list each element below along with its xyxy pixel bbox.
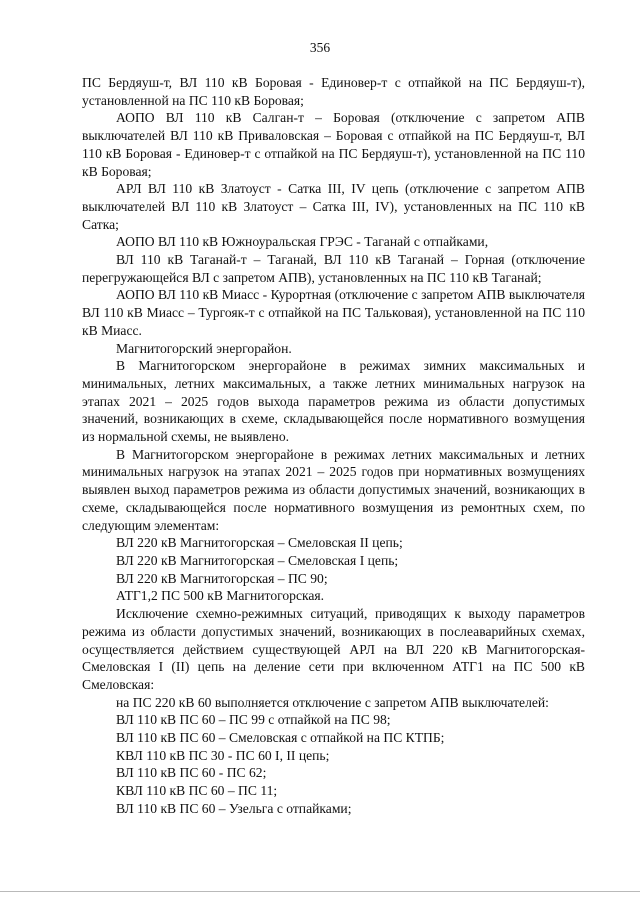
paragraph: В Магнитогорском энергорайоне в режимах зимних максимальных и минимальных, летних максимальных, а также летних минимальных нагрузок на этапах 2021 – 2025 годов выхода параметров режима из области допустимых значений, возникающих в схеме, складывающейся после нормативного возмущения из нормальной схемы, не выявлено. <box>82 358 585 445</box>
list-item: АТГ1,2 ПС 500 кВ Магнитогорская. <box>116 588 325 604</box>
paragraph: на ПС 220 кВ 60 выполняется отключение с запретом АПВ выключателей: <box>116 694 549 710</box>
paragraph: АРЛ ВЛ 110 кВ Златоуст - Сатка III, IV цепь (отключение с запретом АПВ выключателей ВЛ 110 кВ Златоуст – Сатка III, IV), установленных на ПС 110 кВ Сатка; <box>82 181 585 232</box>
list-item: ВЛ 110 кВ ПС 60 - ПС 62; <box>116 765 267 781</box>
list-item: КВЛ 110 кВ ПС 60 – ПС 11; <box>116 783 278 799</box>
paragraph: ПС Бердяуш-т, ВЛ 110 кВ Боровая - Единовер-т с отпайкой на ПС Бердяуш-т), установленной на ПС 110 кВ Боровая; <box>82 75 585 108</box>
page-number: 356 <box>309 40 331 55</box>
list-item: ВЛ 220 кВ Магнитогорская – ПС 90; <box>116 570 328 586</box>
list-item: ВЛ 110 кВ ПС 60 – Смеловская с отпайкой на ПС КТПБ; <box>116 730 445 746</box>
paragraph: ВЛ 110 кВ Таганай-т – Таганай, ВЛ 110 кВ Таганай – Горная (отключение перегружающейся ВЛ с запретом АПВ), установленных на ПС 110 кВ Таганай; <box>82 252 585 285</box>
paragraph: В Магнитогорском энергорайоне в режимах летних максимальных и летних минимальных нагрузок на этапах 2021 – 2025 годов при нормативных возмущениях выявлен выход параметров режима из области допустимых значений, возникающих в схеме, складывающейся после нормативного возмущения из ремонтных схем, по следующим элементам: <box>82 446 585 533</box>
paragraph: АОПО ВЛ 110 кВ Салган-т – Боровая (отключение с запретом АПВ выключателей ВЛ 110 кВ Приваловская – Боровая с отпайкой на ПС Бердяуш-т, ВЛ 110 кВ Боровая - Единовер-т с отпайкой на ПС Бердяуш-т), установленной на ПС 110 кВ Боровая; <box>82 110 585 179</box>
list-item: ВЛ 220 кВ Магнитогорская – Смеловская II цепь; <box>116 535 403 551</box>
list-item: ВЛ 110 кВ ПС 60 – ПС 99 с отпайкой на ПС 98; <box>116 712 391 728</box>
document-body <box>82 74 585 818</box>
scan-edge-divider <box>0 891 640 892</box>
list-item: ВЛ 110 кВ ПС 60 – Узельга с отпайками; <box>116 800 352 816</box>
paragraph: Исключение схемно-режимных ситуаций, приводящих к выходу параметров режима из области допустимых значений, возникающих в послеаварийных схемах, осуществляется действием существующей АРЛ на ВЛ 220 кВ Магнитогорская-Смеловская I (II) цепь на деление сети при включенном АТГ1 на ПС 500 кВ Смеловская: <box>82 606 585 692</box>
section-heading: Магнитогорский энергорайон. <box>116 340 292 356</box>
list-item: КВЛ 110 кВ ПС 30 - ПС 60 I, II цепь; <box>116 747 330 763</box>
paragraph: АОПО ВЛ 110 кВ Миасс - Курортная (отключение с запретом АПВ выключателя ВЛ 110 кВ Миасс – Тургояк-т с отпайкой на ПС Тальковая), установленной на ПС 110 кВ Миасс. <box>82 287 585 338</box>
list-item: ВЛ 220 кВ Магнитогорская – Смеловская I цепь; <box>116 552 399 568</box>
paragraph: АОПО ВЛ 110 кВ Южноуральская ГРЭС - Таганай с отпайками, <box>116 234 489 250</box>
